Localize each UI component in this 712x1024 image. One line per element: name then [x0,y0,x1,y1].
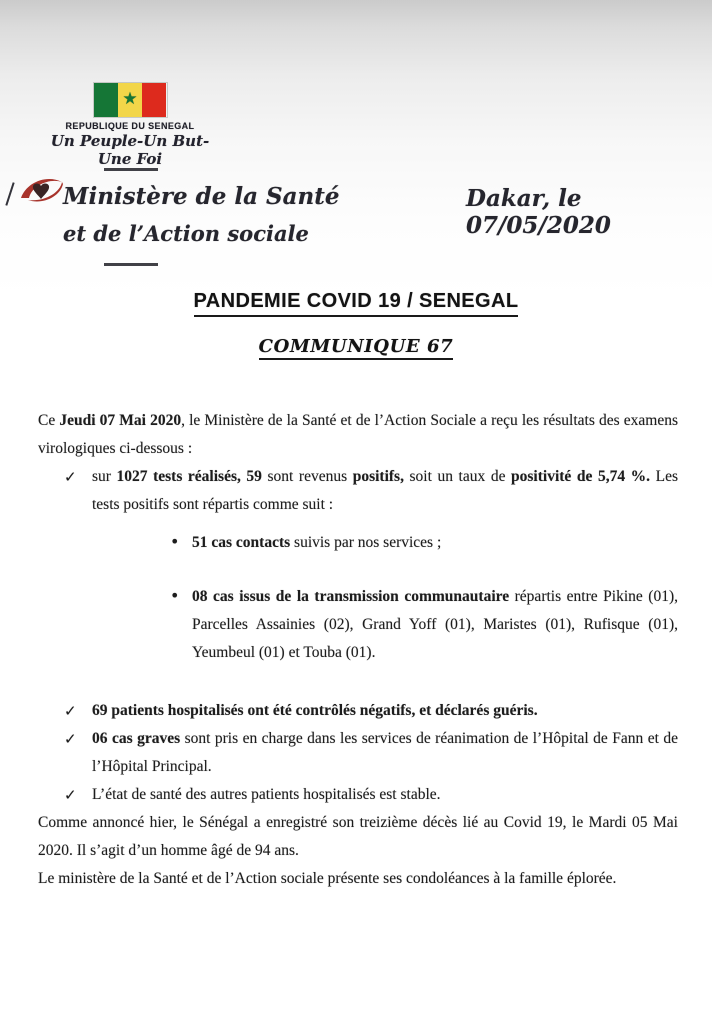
item-text-segment: 1027 tests réalisés, 59 [116,468,262,485]
subtitle-row [0,336,712,360]
item-text-segment: sont pris en charge dans les services de réanimation de l’Hôpital de Fann et de l’Hôpital Principal. [92,730,678,775]
senegal-flag-icon [94,83,167,117]
item-text-segment: 08 cas issus de la transmission communautaire [192,588,510,605]
pen-mark [5,182,14,205]
item-text-segment: Les tests positifs sont répartis comme suit : [92,468,678,513]
check-item [38,725,678,781]
checkmark-icon: ✓ [64,468,77,486]
page-subtitle: COMMUNIQUE 67 [259,336,454,360]
bullet-icon: • [170,532,180,551]
header-rule-top [104,168,158,171]
item-text-segment: positivité de 5,74 %. [511,468,651,485]
item-text-segment: 69 patients hospitalisés ont été contrôlés négatifs, et déclarés guéris. [92,702,538,719]
item-text-segment: , le Ministère de la Santé et de l’Action Sociale a reçu les résultats des examens virologiques ci-dessous : [38,412,678,457]
checkmark-icon: ✓ [64,786,77,804]
checkmark-icon: ✓ [64,730,77,748]
ministry-name-line2: et de l’Action sociale [63,221,309,246]
communique-paragraph [38,865,678,893]
item-text-segment: 06 cas graves [92,730,181,747]
item-text-segment: Comme annoncé hier, le Sénégal a enregistré son treizième décès lié au Covid 19, le Mardi 05 Mai 2020. Il s’agit d’un homme âgé de 94 ans. [38,814,678,859]
flag-green-stripe [94,83,118,117]
header-rule-bottom [104,263,158,266]
ministry-logo-icon [20,175,64,205]
item-text-segment: Le ministère de la Santé et de l’Action sociale présente ses condoléances à la famille éplorée. [38,870,617,887]
republic-header [40,83,220,168]
title-row [0,290,712,317]
national-motto: Un Peuple-Un But-Une Foi [50,132,210,168]
item-text-segment: suivis par nos services ; [290,534,442,551]
checkmark-icon: ✓ [64,702,77,720]
flag-star-icon: ★ [122,88,138,109]
item-text-segment: sont revenus [261,468,353,485]
item-text-segment: sur [92,468,117,485]
document-body [0,407,712,893]
communique-paragraph [38,809,678,865]
country-label: REPUBLIQUE DU SENEGAL [65,121,195,131]
item-text-segment: Jeudi 07 Mai 2020 [59,412,182,429]
item-text-segment: 51 cas contacts [192,534,291,551]
communique-paragraph [38,407,678,463]
dateline: Dakar, le 07/05/2020 [466,185,611,239]
item-text-segment: L’état de santé des autres patients hospitalisés est stable. [92,786,441,803]
bullet-item [38,583,678,667]
page-title: PANDEMIE COVID 19 / SENEGAL [194,290,519,317]
check-item [38,463,678,519]
check-item [38,697,678,725]
item-text-segment: répartis entre Pikine (01), Parcelles Assainies (02), Grand Yoff (01), Maristes (01), Rufisque (01), Yeumbeul (01) et Touba (01). [192,588,679,661]
item-text-segment: Ce [38,412,60,429]
flag-red-stripe [142,83,166,117]
ministry-name-line1: Ministère de la Santé [63,183,340,210]
item-text-segment: soit un taux de [403,468,512,485]
check-item [38,781,678,809]
bullet-item [38,529,678,557]
item-text-segment: positifs, [352,468,404,485]
bullet-icon: • [170,586,180,605]
